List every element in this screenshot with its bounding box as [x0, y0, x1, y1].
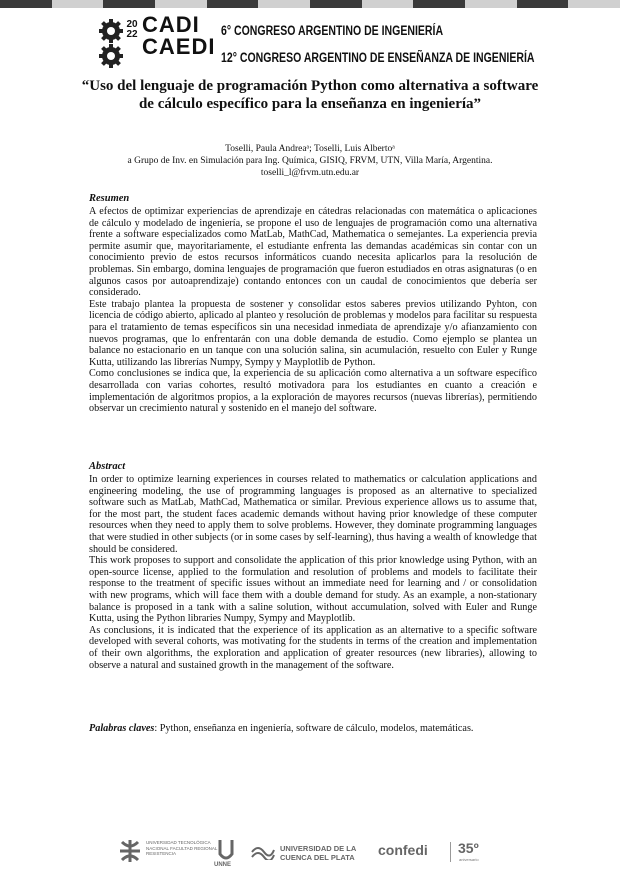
footer-divider — [450, 842, 451, 862]
confedi-logo: confedi — [378, 842, 428, 858]
gear-icon — [98, 18, 124, 70]
resumen-paragraph: A efectos de optimizar experiencias de aprendizaje en cátedras relacionadas con matemática o aplicaciones de cálculo y modelado de ingeniería, se propone el uso de lenguajes de programación como una alternativa frente a software especializados como MatLab, MathCad, Mathematica o semejantes. La experiencia previa permite asumir que, mayoritariamente, el estudiante enfrenta las demandas académicas sin contar con un conocimiento previo de estos recursos informáticos cuando necesita aplicarlos para la resolución de problemas. Sin embargo, domina lenguajes de programación que fueron estudiados en otras asignaturas (o en algunos casos por autoaprendizaje) contando entonces con un caudal de conocimientos que debería ser considerado. — [89, 206, 537, 299]
unne-text: UNNE — [214, 862, 232, 868]
resumen-body — [89, 206, 537, 415]
logo-caedi: CAEDI — [142, 34, 216, 59]
abstract-paragraph: In order to optimize learning experiences in courses related to mathematics or calculation applications and engineering modeling, the use of programming languages is proposed as an alternative to specialized software such as MatLab, MathCad, Mathematica or similar. Previous experience allows us to assume that, for the most part, the student faces academic demands without having prior knowledge of these computer resources when they need to apply them to solve problems. However, they dominate programming languages that were studied in other subjects (or in some cases by self-learning), thus having a wealth of knowledge that should be considered. — [89, 474, 537, 555]
conference-title-1: 6° CONGRESO ARGENTINO DE INGENIERÍA — [221, 23, 444, 38]
sponsor-footer — [110, 834, 530, 870]
utn-logo-icon — [118, 838, 142, 864]
top-bar-segment — [413, 0, 465, 8]
top-color-bar — [0, 0, 620, 8]
paper-title-line-2: de cálculo específico para la enseñanza en ingeniería” — [138, 96, 482, 112]
top-bar-segment — [465, 0, 517, 8]
abstract-paragraph: This work proposes to support and consolidate the application of this prior knowledge using Python, with an open-source license, applied to the formulation and resolution of problems and models to facilitate their response to the treatment of specific issues without an immediate need for learning and / or consolidation with new programs, which will face them with a double demand for study. As an example, a non-stationary balance is proposed in a tank with a saline solution, without accumulation, solved with Euler and Runge Kutta, using the Python libraries Numpy, Sympy and Mayplotlib. — [89, 555, 537, 625]
logo-year — [125, 20, 139, 40]
top-bar-segment — [155, 0, 207, 8]
top-bar-segment — [362, 0, 414, 8]
top-bar-segment — [310, 0, 362, 8]
abstract-heading: Abstract — [89, 461, 126, 472]
ucp-text: UNIVERSIDAD DE LA CUENCA DEL PLATA — [280, 844, 356, 862]
anniversary-badge: 35º — [458, 840, 479, 856]
top-bar-segment — [52, 0, 104, 8]
top-bar-segment — [103, 0, 155, 8]
abstract-body — [89, 474, 537, 671]
keywords — [89, 723, 537, 735]
paper-title-line-1: “Uso del lenguaje de programación Python como alternativa a software — [81, 78, 539, 94]
top-bar-segment — [568, 0, 620, 8]
keywords-label: Palabras claves — [89, 723, 155, 734]
top-bar-segment — [0, 0, 52, 8]
logo-cadi: CADI — [142, 12, 200, 37]
top-bar-segment — [517, 0, 569, 8]
abstract-paragraph: As conclusions, it is indicated that the experience of its application as an alternative to a specific software developed with several cohorts, was motivating for the students in terms of the creation and implementation of their own algorithms, the exploration and application of greater resources (new libraries), allowing to observe a natural and sustained growth in the management of the software. — [89, 624, 537, 671]
logo-year-top: 20 — [126, 19, 138, 30]
cadi-caedi-logo — [98, 12, 216, 74]
conference-title-2: 12° CONGRESO ARGENTINO DE ENSEÑANZA DE INGENIERÍA — [221, 50, 535, 65]
top-bar-segment — [258, 0, 310, 8]
affiliation: a Grupo de Inv. en Simulación para Ing. Química, GISIQ, FRVM, UTN, Villa María, Argentina. — [127, 156, 493, 166]
resumen-paragraph: Como conclusiones se indica que, la experiencia de su aplicación como alternativa a un software específico desarrollada con varias cohortes, resultó motivadora para los estudiantes en cuanto a creación e implementación de algoritmos propios, a la exploración de mayores recursos (nuevas librerías), permitiendo observar un crecimiento natural y sostenido en el manejo del software. — [89, 368, 537, 415]
author-email: toselli_l@frvm.utn.edu.ar — [260, 168, 360, 178]
anniversary-subtitle: aniversario — [459, 857, 479, 862]
logo-year-bottom: 22 — [126, 29, 138, 40]
utn-text: UNIVERSIDAD TECNOLÓGICA NACIONAL FACULTAD REGIONAL RESISTENCIA — [146, 840, 218, 856]
authors: Toselli, Paula Andreaᵃ; Toselli, Luis Albertoᵃ — [225, 144, 395, 154]
keywords-text: : Python, enseñanza en ingeniería, software de cálculo, modelos, matemáticas. — [154, 723, 474, 734]
ucp-logo-icon — [250, 842, 276, 860]
resumen-paragraph: Este trabajo plantea la propuesta de sostener y consolidar estos saberes previos utilizando Pyhton, con licencia de código abierto, aplicado al planteo y resolución de problemas y modelos para facilitar su respuesta para el tratamiento de temas específicos sin una necesidad inmediata de aprendizaje y/o afianzamiento con nuevos programas, que lo enfrentarán con una doble demanda de estudio. Como ejemplo se plantea un balance no estacionario en un tanque con una solución salina, sin acumulación, resuelto con Euler y Runge Kutta, utilizando las librerías Numpy, Sympy y Mayplotlib de Python. — [89, 298, 537, 368]
top-bar-segment — [207, 0, 259, 8]
conference-header — [98, 14, 568, 74]
resumen-heading: Resumen — [89, 193, 130, 204]
paper-title — [60, 77, 560, 113]
